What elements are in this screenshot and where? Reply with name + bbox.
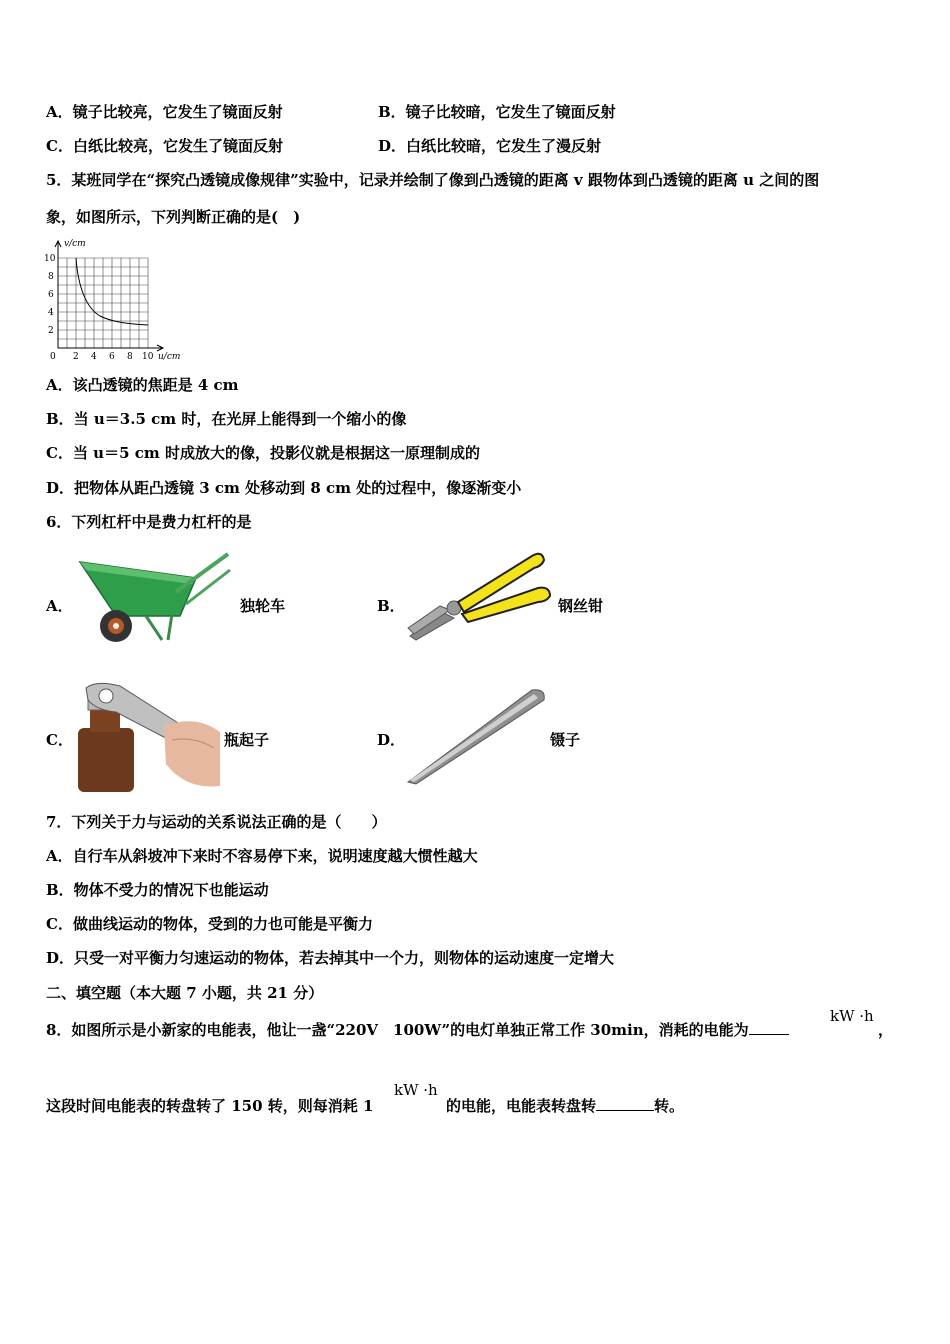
q8-unit-1: kW ·h [830,1007,874,1025]
x-tick-0: 0 [50,352,56,362]
q4-option-b: B．镜子比较暗，它发生了镜面反射 [378,103,616,121]
q6-label-d: D． [377,731,406,749]
y-tick-4: 4 [48,308,54,318]
q5-option-b: B．当 u＝3.5 cm 时，在光屏上能得到一个缩小的像 [46,410,407,428]
x-tick-8: 8 [127,352,133,362]
q6-label-b: B． [377,597,405,615]
x-tick-4: 4 [91,352,97,362]
q5-option-a: A．该凸透镜的焦距是 4 cm [46,376,239,394]
q5-stem-line2: 象，如图所示，下列判断正确的是( ) [46,208,301,226]
section2-heading: 二、填空题（本大题 7 小题，共 21 分） [46,984,324,1002]
q8-comma: ， [878,1021,894,1039]
graph-grid [58,258,148,348]
q5-vu-graph [40,236,200,364]
q6-stem: 6．下列杠杆中是费力杠杆的是 [46,513,252,531]
x-tick-2: 2 [73,352,79,362]
wheelbarrow-image [76,548,234,644]
pliers-image [402,548,554,644]
q7-option-d: D．只受一对平衡力匀速运动的物体，若去掉其中一个力，则物体的运动速度一定增大 [46,949,615,967]
graph-axes [55,241,163,351]
q8-part4: 转。 [654,1097,685,1115]
q4-option-c: C．白纸比较亮，它发生了镜面反射 [46,137,283,155]
q5-option-d: D．把物体从距凸透镜 3 cm 处移动到 8 cm 处的过程中，像逐渐变小 [46,479,522,497]
x-tick-10: 10 [142,352,154,362]
q6-label-a: A． [46,597,73,615]
graph-x-label: u/cm [158,352,181,362]
q8-blank-1[interactable] [749,1020,789,1035]
y-tick-8: 8 [48,272,54,282]
x-tick-6: 6 [109,352,115,362]
q8-line2 [46,1096,373,1116]
y-tick-2: 2 [48,326,54,336]
bottle-opener-image [76,680,222,794]
q8-unit-2: kW ·h [394,1081,438,1099]
q8-blank-2[interactable] [596,1096,654,1111]
q6-caption-a: 独轮车 [240,597,286,615]
q8-part3: 的电能，电能表转盘转 [446,1097,597,1115]
q6-caption-b: 钢丝钳 [558,597,604,615]
q6-label-c: C． [46,731,73,749]
q8-part1: 8．如图所示是小新家的电能表，他让一盏“220V 100W”的电灯单独正常工作 30min，消耗的电能为 [46,1021,749,1039]
q7-option-b: B．物体不受力的情况下也能运动 [46,881,269,899]
q7-stem: 7．下列关于力与运动的关系说法正确的是（ ） [46,813,387,831]
q5-option-c: C．当 u＝5 cm 时成放大的像，投影仪就是根据这一原理制成的 [46,444,480,462]
q7-option-a: A．自行车从斜坡冲下来时不容易停下来，说明速度越大惯性越大 [46,847,478,865]
q8-line2-rest [446,1096,684,1116]
q6-caption-c: 瓶起子 [224,731,270,749]
q4-option-d: D．白纸比较暗，它发生了漫反射 [378,137,602,155]
y-tick-6: 6 [48,290,54,300]
q7-option-c: C．做曲线运动的物体，受到的力也可能是平衡力 [46,915,373,933]
q8-part2: 这段时间电能表的转盘转了 150 转，则每消耗 1 [46,1097,374,1115]
graph-y-label: v/cm [64,239,86,249]
q4-option-a: A．镜子比较亮，它发生了镜面反射 [46,103,283,121]
q5-stem-line1: 5．某班同学在“探究凸透镜成像规律”实验中，记录并绘制了像到凸透镜的距离 v 跟物体到凸透镜的距离 u 之间的图 [46,171,820,189]
q8-line1 [46,1020,789,1040]
q6-caption-d: 镊子 [550,731,581,749]
y-tick-10: 10 [44,254,56,264]
tweezers-image [404,686,548,786]
